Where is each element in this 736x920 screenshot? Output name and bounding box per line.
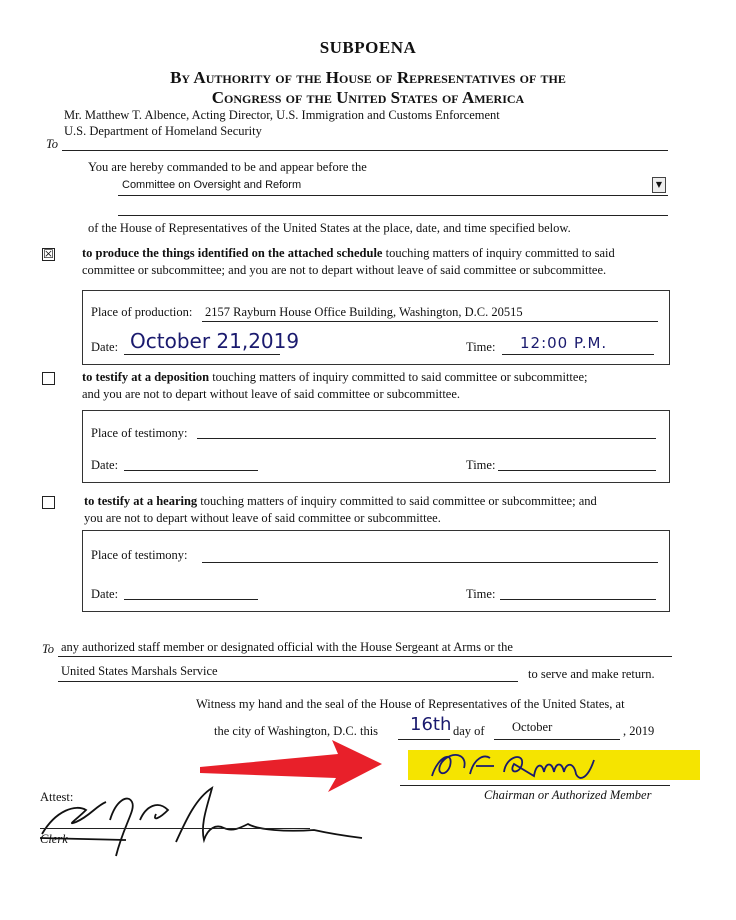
chevron-down-icon[interactable]: ▼: [652, 177, 666, 193]
deposition-text-line-1: [82, 370, 587, 385]
hearing-place-label: Place of testimony:: [91, 548, 188, 562]
date-label: Date:: [91, 340, 119, 354]
page-title: SUBPOENA: [319, 38, 417, 57]
date-value[interactable]: October 21,2019: [130, 329, 300, 353]
deposition-bold-text: to testify at a deposition: [82, 370, 210, 384]
hearing-time-label: Time:: [466, 587, 496, 601]
command-intro: You are hereby commanded to be and appear before the: [88, 160, 367, 174]
time-underline: [502, 354, 654, 355]
deposition-date-underline[interactable]: [124, 470, 258, 471]
deposition-checkbox[interactable]: [42, 372, 55, 385]
clerk-line: [40, 828, 310, 829]
deposition-text-line-2: and you are not to depart without leave of said committee or subcommittee.: [82, 387, 461, 401]
recipient-underline: [62, 150, 668, 151]
serve-return-text: to serve and make return.: [528, 667, 655, 681]
service-underline-2: [58, 681, 518, 682]
hearing-date-underline[interactable]: [124, 599, 258, 600]
deposition-time-underline[interactable]: [498, 470, 656, 471]
committee-underline-2: [118, 215, 668, 216]
hearing-date-label: Date:: [91, 587, 119, 601]
chairman-signature: [424, 744, 624, 788]
recipient-line-2: U.S. Department of Homeland Security: [64, 124, 262, 138]
hearing-text-line-2: you are not to depart without leave of said committee or subcommittee.: [84, 511, 441, 525]
hearing-checkbox[interactable]: [42, 496, 55, 509]
witness-city: the city of Washington, D.C. this: [214, 724, 379, 738]
time-value[interactable]: 12:00 P.M.: [520, 334, 608, 352]
deposition-place-underline[interactable]: [197, 438, 656, 439]
committee-select-value[interactable]: Committee on Oversight and Reform: [122, 179, 302, 191]
deposition-date-label: Date:: [91, 458, 119, 472]
authority-line-1: By Authority of the House of Representatives of the: [170, 68, 566, 87]
to-label: To: [46, 137, 59, 151]
hearing-rest: touching matters of inquiry committed to said committee or subcommittee; and: [197, 494, 597, 508]
clerk-signature: [36, 780, 366, 860]
produce-bold-text: to produce the things identified on the attached schedule: [82, 246, 383, 260]
of-house-text: of the House of Representatives of the United States at the place, date, and time specified below.: [88, 221, 571, 235]
clerk-label: Clerk: [40, 832, 68, 846]
place-of-production-label: Place of production:: [91, 305, 193, 319]
witness-day-of: day of: [453, 724, 485, 738]
date-underline: [124, 354, 280, 355]
place-of-production-value[interactable]: 2157 Rayburn House Office Building, Washington, D.C. 20515: [205, 305, 523, 319]
service-line-2: United States Marshals Service: [61, 664, 218, 678]
authority-line-2: Congress of the United States of America: [211, 88, 525, 107]
recipient-line-1: Mr. Matthew T. Albence, Acting Director, U.S. Immigration and Customs Enforcement: [64, 108, 500, 122]
committee-underline: [118, 195, 668, 196]
deposition-time-label: Time:: [466, 458, 496, 472]
deposition-box: [82, 410, 670, 483]
produce-rest: touching matters of inquiry committed to said: [382, 246, 615, 260]
witness-month[interactable]: October: [512, 720, 553, 734]
attest-label: Attest:: [40, 790, 74, 804]
place-underline: [202, 321, 658, 322]
hearing-text-line-1: [84, 494, 597, 509]
service-to-label: To: [42, 642, 55, 656]
month-underline: [494, 739, 620, 740]
service-line-1: any authorized staff member or designated official with the House Sergeant at Arms or the: [61, 640, 513, 654]
witness-day[interactable]: 16th: [410, 714, 452, 735]
chairman-line: [400, 785, 670, 786]
deposition-rest: touching matters of inquiry committed to said committee or subcommittee;: [209, 370, 588, 384]
chairman-label: Chairman or Authorized Member: [484, 788, 652, 802]
day-underline: [398, 739, 450, 740]
hearing-bold-text: to testify at a hearing: [84, 494, 198, 508]
hearing-place-underline[interactable]: [202, 562, 658, 563]
deposition-place-label: Place of testimony:: [91, 426, 188, 440]
produce-text-line-2: committee or subcommittee; and you are not to depart without leave of said committee or subcommittee.: [82, 263, 607, 277]
witness-line-1: Witness my hand and the seal of the House of Representatives of the United States, at: [196, 697, 625, 711]
produce-text-line-1: [82, 246, 615, 261]
produce-checkbox[interactable]: ☒: [43, 247, 54, 261]
time-label: Time:: [466, 340, 496, 354]
service-underline-1: [58, 656, 672, 657]
witness-year: , 2019: [623, 724, 655, 738]
hearing-time-underline[interactable]: [500, 599, 656, 600]
